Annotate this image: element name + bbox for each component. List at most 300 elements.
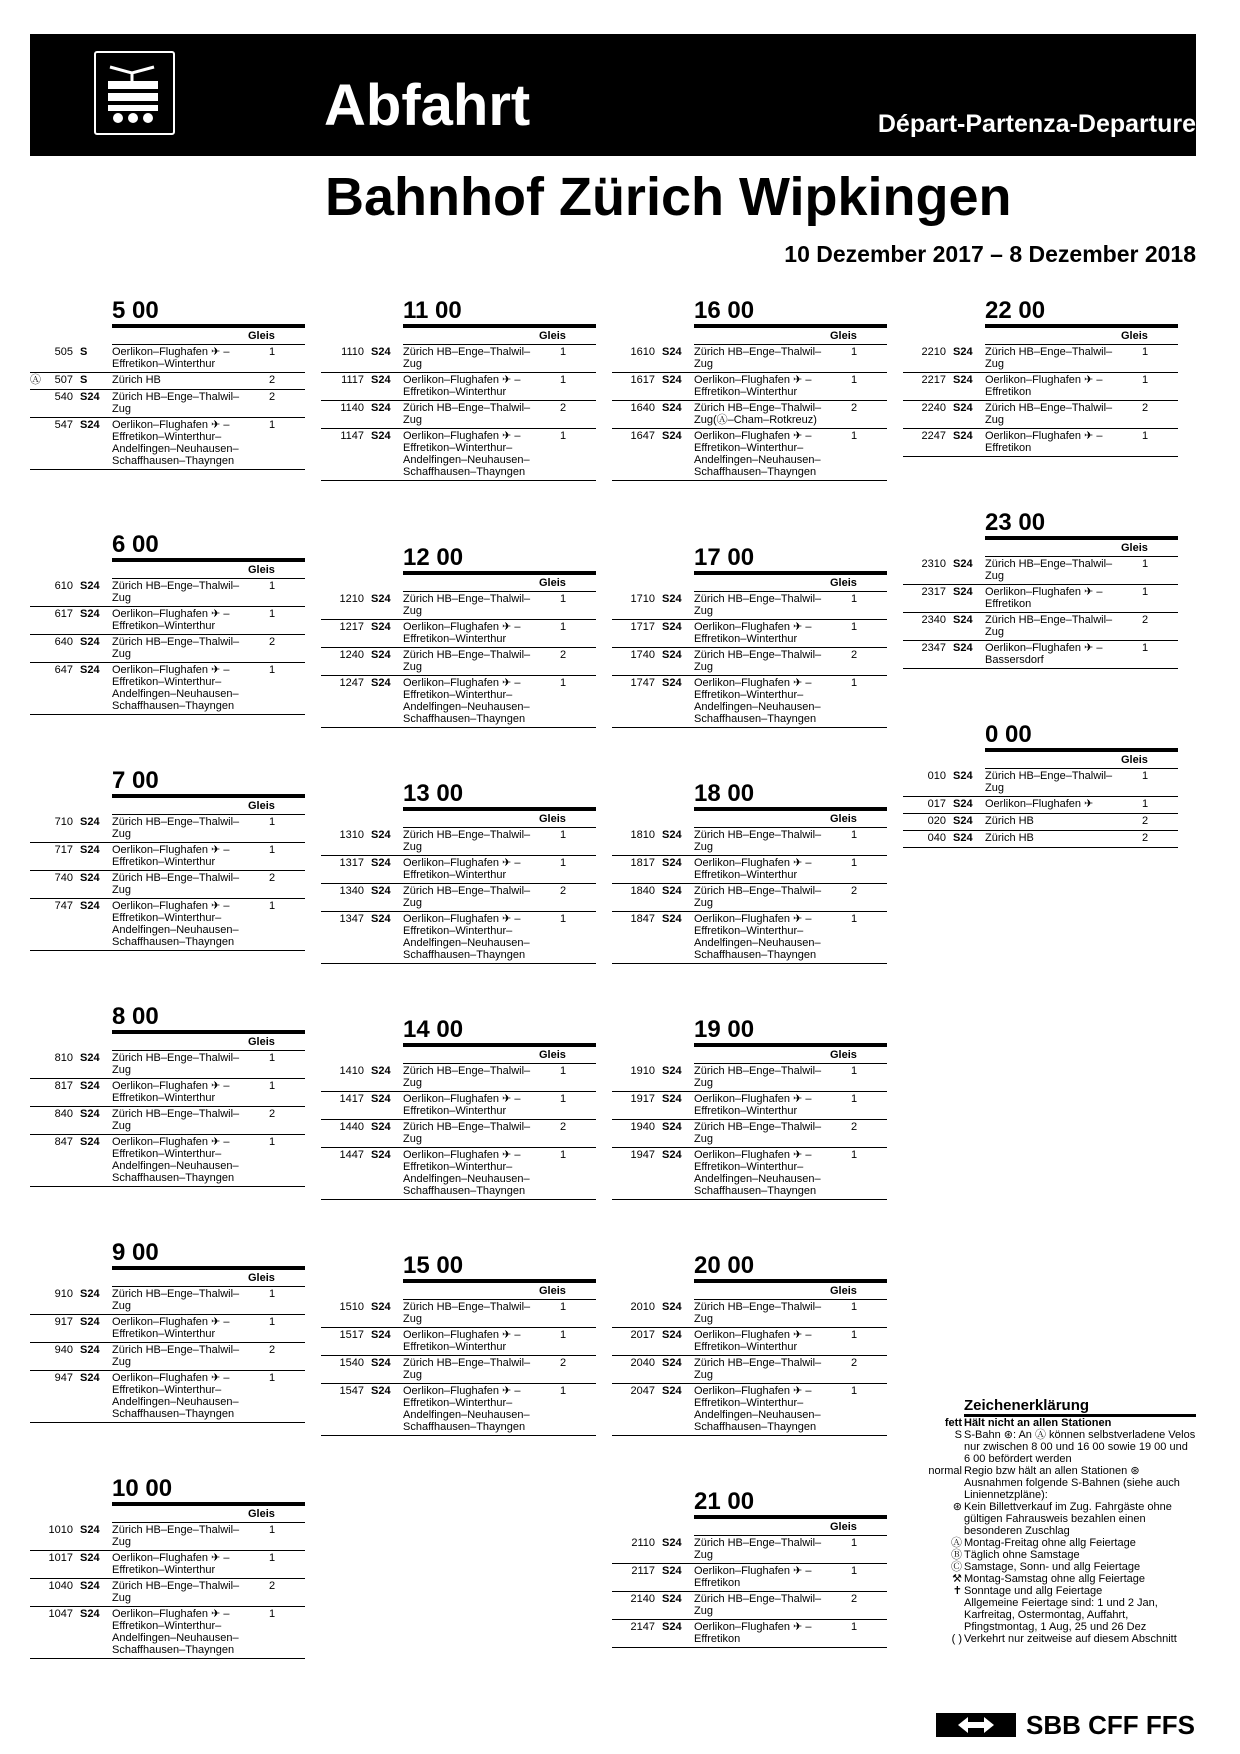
departure-row — [321, 1384, 596, 1436]
destination: Oerlikon–Flughafen ✈ – Effretikon–Winterthur–Andelfingen–Neuhausen–Schaffhausen–Thayngen — [694, 1385, 821, 1433]
track-number: 1 — [560, 1093, 567, 1105]
gleis-header — [30, 328, 305, 344]
departure-time: 1947 — [630, 1149, 655, 1161]
legend-row — [944, 1429, 1196, 1465]
line-number: S24 — [371, 857, 391, 869]
destination: Oerlikon–Flughafen ✈ – Effretikon–Winterthur — [403, 374, 521, 398]
line-number: S24 — [371, 430, 391, 442]
line-number: S24 — [80, 1372, 100, 1384]
destination: Oerlikon–Flughafen ✈ – Bassersdorf — [985, 642, 1103, 666]
track-number: 1 — [851, 1093, 858, 1105]
legend-row — [944, 1537, 1196, 1549]
departure-time: 1910 — [630, 1065, 655, 1077]
departure-time: 1540 — [339, 1357, 364, 1369]
departure-row — [30, 390, 305, 418]
line-number: S24 — [371, 593, 391, 605]
track-number: 1 — [851, 857, 858, 869]
destination: Zürich HB–Enge–Thalwil–Zug — [112, 816, 240, 840]
destination: Oerlikon–Flughafen ✈ — [985, 798, 1094, 810]
destination: Zürich HB–Enge–Thalwil–Zug — [112, 580, 240, 604]
hour-title: 6 00 — [112, 531, 159, 558]
legend-key: normal — [928, 1465, 962, 1477]
destination: Zürich HB–Enge–Thalwil–Zug — [694, 593, 822, 617]
line-number: S24 — [953, 346, 973, 358]
departure-time: 647 — [54, 664, 73, 676]
gleis-header — [30, 1034, 305, 1050]
destination: Zürich HB–Enge–Thalwil–Zug — [403, 593, 531, 617]
departure-time: 1840 — [630, 885, 655, 897]
departure-time: 817 — [54, 1080, 73, 1092]
departure-time: 2340 — [921, 614, 946, 626]
departure-row — [30, 899, 305, 951]
departure-time: 1547 — [339, 1385, 364, 1397]
line-number: S24 — [371, 1149, 391, 1161]
line-number: S — [80, 346, 88, 358]
destination: Oerlikon–Flughafen ✈ – Effretikon–Winterthur — [694, 374, 812, 398]
departure-row — [903, 797, 1178, 814]
gleis-header — [903, 328, 1178, 344]
departure-time: 2210 — [921, 346, 946, 358]
gleis-header — [321, 1283, 596, 1299]
track-number: 1 — [269, 1524, 276, 1536]
legend-text: Samstage, Sonn- und allg Feiertage — [964, 1561, 1141, 1573]
hour-title: 9 00 — [112, 1239, 159, 1266]
track-number: 1 — [1142, 642, 1149, 654]
departure-row — [612, 1536, 887, 1564]
hour-block — [612, 1253, 887, 1436]
gleis-label: Gleis — [830, 813, 857, 825]
hour-block — [30, 298, 305, 470]
line-number: S24 — [80, 391, 100, 403]
track-number: 1 — [1142, 770, 1149, 782]
sbb-logo — [936, 1710, 1196, 1740]
departure-row — [612, 1300, 887, 1328]
destination: Oerlikon–Flughafen ✈ – Effretikon–Winterthur–Andelfingen–Neuhausen–Schaffhausen–Thayngen — [403, 430, 530, 478]
track-number: 1 — [560, 621, 567, 633]
departure-row — [321, 912, 596, 964]
line-number: S24 — [662, 913, 682, 925]
line-number: S24 — [662, 1593, 682, 1605]
hour-title: 11 00 — [403, 297, 462, 324]
departure-row — [30, 345, 305, 373]
destination: Oerlikon–Flughafen ✈ – Effretikon — [985, 430, 1103, 454]
departure-row — [30, 663, 305, 715]
destination: Zürich HB–Enge–Thalwil–Zug — [403, 402, 531, 426]
track-number: 1 — [269, 1080, 276, 1092]
destination: Oerlikon–Flughafen ✈ – Effretikon–Winterthur — [403, 1093, 521, 1117]
departure-row — [612, 592, 887, 620]
hour-title: 5 00 — [112, 297, 159, 324]
hour-title: 16 00 — [694, 297, 755, 324]
legend-row — [944, 1573, 1196, 1585]
departure-time: 910 — [54, 1288, 73, 1300]
line-number: S24 — [662, 885, 682, 897]
departure-time: 1310 — [339, 829, 364, 841]
destination: Oerlikon–Flughafen ✈ – Effretikon–Winterthur–Andelfingen–Neuhausen–Schaffhausen–Thayngen — [112, 1372, 239, 1420]
destination: Zürich HB–Enge–Thalwil–Zug — [694, 1121, 822, 1145]
departure-time: 2140 — [630, 1593, 655, 1605]
track-number: 2 — [1142, 832, 1149, 844]
legend — [928, 1397, 1196, 1645]
destination: Zürich HB–Enge–Thalwil–Zug — [985, 770, 1113, 794]
destination: Zürich HB–Enge–Thalwil–Zug — [112, 636, 240, 660]
line-number: S24 — [953, 614, 973, 626]
destination: Zürich HB–Enge–Thalwil–Zug — [112, 1524, 240, 1548]
departure-row — [30, 1051, 305, 1079]
hour-block — [30, 1476, 305, 1659]
gleis-label: Gleis — [539, 1285, 566, 1297]
line-number: S24 — [371, 1357, 391, 1369]
departure-row — [903, 814, 1178, 831]
departure-row — [30, 1287, 305, 1315]
hour-title: 18 00 — [694, 780, 755, 807]
gleis-label: Gleis — [248, 564, 275, 576]
departure-time: 2240 — [921, 402, 946, 414]
gleis-header — [612, 328, 887, 344]
track-number: 2 — [269, 636, 276, 648]
departure-row — [903, 641, 1178, 669]
departure-row — [321, 856, 596, 884]
departure-row — [30, 843, 305, 871]
line-number: S24 — [953, 815, 973, 827]
departure-row — [30, 815, 305, 843]
line-number: S24 — [371, 374, 391, 386]
hour-block — [612, 298, 887, 481]
departure-row — [612, 912, 887, 964]
line-number: S24 — [662, 402, 682, 414]
destination: Oerlikon–Flughafen ✈ – Effretikon–Winterthur–Andelfingen–Neuhausen–Schaffhausen–Thayngen — [694, 1149, 821, 1197]
track-number: 2 — [560, 402, 567, 414]
departure-time: 1717 — [630, 621, 655, 633]
line-number: S24 — [80, 1288, 100, 1300]
departure-time: 1317 — [339, 857, 364, 869]
legend-text: S-Bahn ⊛: An Ⓐ können selbstverladene Velos nur zwischen 8 00 und 16 00 sowie 19 00 und 6 00 befördert werden — [964, 1429, 1196, 1465]
departure-time: 2110 — [631, 1537, 655, 1549]
departure-row — [903, 345, 1178, 373]
departure-row — [30, 1079, 305, 1107]
destination: Oerlikon–Flughafen ✈ – Effretikon–Winterthur — [112, 608, 230, 632]
departure-row — [321, 592, 596, 620]
destination: Zürich HB–Enge–Thalwil–Zug — [403, 1065, 531, 1089]
line-number: S24 — [371, 1329, 391, 1341]
destination: Zürich HB–Enge–Thalwil–Zug — [694, 1593, 822, 1617]
line-number: S24 — [371, 913, 391, 925]
line-number: S24 — [662, 1329, 682, 1341]
departure-time: 1417 — [339, 1093, 364, 1105]
departure-row — [321, 676, 596, 728]
departure-row — [903, 831, 1178, 848]
track-number: 1 — [560, 430, 567, 442]
departure-time: 017 — [927, 798, 946, 810]
hour-title: 20 00 — [694, 1252, 755, 1279]
departure-row — [30, 373, 305, 390]
departure-row — [612, 1148, 887, 1200]
departure-row — [612, 401, 887, 429]
legend-text: Montag-Samstag ohne allg Feiertage — [964, 1573, 1145, 1585]
legend-row — [944, 1585, 1196, 1597]
destination: Zürich HB — [985, 815, 1034, 827]
destination: Oerlikon–Flughafen ✈ – Effretikon–Winterthur — [403, 621, 521, 645]
line-number: S24 — [953, 430, 973, 442]
track-number: 1 — [560, 1065, 567, 1077]
departure-row — [903, 557, 1178, 585]
track-number: 1 — [851, 1385, 858, 1397]
gleis-header — [903, 752, 1178, 768]
departure-row — [30, 1579, 305, 1607]
destination: Oerlikon–Flughafen ✈ – Effretikon–Winterthur–Andelfingen–Neuhausen–Schaffhausen–Thayngen — [112, 1608, 239, 1656]
legend-text: Regio bzw hält an allen Stationen ⊛ Ausnahmen folgende S-Bahnen (siehe auch Liniennetzpläne): — [964, 1465, 1180, 1501]
line-number: S24 — [662, 621, 682, 633]
legend-text: Allgemeine Feiertage sind: 1 und 2 Jan, Karfreitag, Ostermontag, Auffahrt, Pfingstmontag, 1 Aug, 25 und 26 Dez — [964, 1597, 1158, 1633]
validity-period: 10 Dezember 2017 – 8 Dezember 2018 — [784, 241, 1196, 267]
gleis-header — [612, 1047, 887, 1063]
destination: Zürich HB–Enge–Thalwil–Zug — [694, 885, 822, 909]
destination: Zürich HB–Enge–Thalwil–Zug — [694, 1537, 822, 1561]
departure-time: 1640 — [630, 402, 655, 414]
departure-row — [903, 401, 1178, 429]
departure-time: 507 — [54, 374, 73, 386]
legend-key: ✝ — [952, 1585, 962, 1597]
legend-row — [944, 1633, 1196, 1645]
line-number: S24 — [371, 346, 391, 358]
departure-time: 717 — [54, 844, 73, 856]
line-number: S24 — [953, 832, 973, 844]
hour-block — [612, 1017, 887, 1200]
line-number: S24 — [80, 1080, 100, 1092]
departure-time: 2040 — [630, 1357, 655, 1369]
line-number: S24 — [80, 419, 100, 431]
destination: Oerlikon–Flughafen ✈ – Effretikon–Winterthur — [112, 1316, 230, 1340]
gleis-label: Gleis — [539, 1049, 566, 1061]
departure-row — [321, 345, 596, 373]
destination: Oerlikon–Flughafen ✈ – Effretikon–Winterthur — [694, 1329, 812, 1353]
legend-text: Täglich ohne Samstage — [964, 1549, 1080, 1561]
line-number: S24 — [953, 402, 973, 414]
gleis-label: Gleis — [248, 1272, 275, 1284]
track-number: 1 — [851, 829, 858, 841]
departure-time: 1617 — [630, 374, 655, 386]
departure-time: 1440 — [339, 1121, 364, 1133]
track-number: 1 — [560, 374, 567, 386]
track-number: 1 — [560, 1301, 567, 1313]
line-number: S24 — [371, 1121, 391, 1133]
departure-time: 2047 — [630, 1385, 655, 1397]
destination: Oerlikon–Flughafen ✈ – Effretikon–Winterthur — [694, 1093, 812, 1117]
destination: Oerlikon–Flughafen ✈ – Effretikon–Winterthur–Andelfingen–Neuhausen–Schaffhausen–Thayngen — [403, 677, 530, 725]
line-number: S24 — [662, 346, 682, 358]
departure-time: 1747 — [630, 677, 655, 689]
departure-row — [321, 1064, 596, 1092]
departure-time: 1110 — [341, 346, 364, 358]
destination: Oerlikon–Flughafen ✈ – Effretikon–Winterthur — [112, 346, 230, 370]
departure-row — [321, 1328, 596, 1356]
track-number: 2 — [560, 649, 567, 661]
hour-block — [903, 510, 1178, 669]
line-number: S24 — [371, 649, 391, 661]
line-number: S24 — [662, 1621, 682, 1633]
track-number: 2 — [560, 885, 567, 897]
legend-text: Kein Billettverkauf im Zug. Fahrgäste ohne gültigen Fahrausweis bezahlen einen besonderen Zuschlag — [964, 1501, 1172, 1537]
departure-row — [30, 1523, 305, 1551]
track-number: 2 — [851, 1593, 858, 1605]
departure-row — [30, 1343, 305, 1371]
line-number: S24 — [80, 1552, 100, 1564]
gleis-header — [612, 1283, 887, 1299]
destination: Oerlikon–Flughafen ✈ – Effretikon — [985, 374, 1103, 398]
track-number: 1 — [851, 677, 858, 689]
departure-row — [903, 373, 1178, 401]
departure-time: 1240 — [339, 649, 364, 661]
hour-block — [321, 545, 596, 728]
departure-row — [321, 884, 596, 912]
page-title: Abfahrt — [324, 73, 531, 138]
departure-row — [612, 373, 887, 401]
departure-time: 2347 — [921, 642, 946, 654]
track-number: 1 — [269, 1136, 276, 1148]
line-number: S24 — [662, 677, 682, 689]
hour-title: 15 00 — [403, 1252, 464, 1279]
line-number: S24 — [371, 829, 391, 841]
destination: Zürich HB–Enge–Thalwil–Zug — [985, 402, 1113, 426]
destination: Zürich HB–Enge–Thalwil–Zug — [112, 1052, 240, 1076]
destination: Oerlikon–Flughafen ✈ – Effretikon–Winterthur — [112, 844, 230, 868]
departure-time: 940 — [54, 1344, 73, 1356]
gleis-label: Gleis — [248, 1036, 275, 1048]
track-number: 1 — [851, 430, 858, 442]
track-number: 1 — [269, 608, 276, 620]
departure-time: 610 — [54, 580, 73, 592]
track-number: 1 — [269, 844, 276, 856]
hour-title: 17 00 — [694, 544, 755, 571]
gleis-label: Gleis — [830, 1521, 857, 1533]
track-number: 1 — [1142, 346, 1149, 358]
line-number: S24 — [953, 586, 973, 598]
line-number: S24 — [662, 1149, 682, 1161]
departure-row — [612, 1620, 887, 1648]
line-number: S24 — [662, 1537, 682, 1549]
track-number: 1 — [851, 621, 858, 633]
line-number: S24 — [80, 664, 100, 676]
legend-text: Montag-Freitag ohne allg Feiertage — [964, 1537, 1136, 1549]
line-number: S24 — [662, 857, 682, 869]
hour-block — [321, 781, 596, 964]
destination: Zürich HB–Enge–Thalwil–Zug — [694, 346, 822, 370]
destination: Oerlikon–Flughafen ✈ – Effretikon — [694, 1565, 812, 1589]
line-number: S24 — [80, 844, 100, 856]
gleis-label: Gleis — [248, 330, 275, 342]
departure-time: 1740 — [630, 649, 655, 661]
departure-time: 1247 — [339, 677, 364, 689]
hour-title: 12 00 — [403, 544, 464, 571]
track-number: 1 — [851, 1621, 858, 1633]
line-number: S24 — [662, 1093, 682, 1105]
track-number: 1 — [1142, 374, 1149, 386]
destination: Oerlikon–Flughafen ✈ – Effretikon–Winterthur–Andelfingen–Neuhausen–Schaffhausen–Thayngen — [694, 913, 821, 961]
gleis-label: Gleis — [539, 577, 566, 589]
departure-time: 1917 — [630, 1093, 655, 1105]
destination: Oerlikon–Flughafen ✈ – Effretikon–Winterthur–Andelfingen–Neuhausen–Schaffhausen–Thayngen — [112, 664, 239, 712]
departure-row — [321, 1148, 596, 1200]
track-number: 2 — [269, 391, 276, 403]
destination: Oerlikon–Flughafen ✈ – Effretikon–Winterthur — [694, 857, 812, 881]
track-number: 1 — [851, 1149, 858, 1161]
hour-block — [612, 1489, 887, 1648]
track-number: 2 — [269, 1580, 276, 1592]
track-number: 1 — [269, 346, 276, 358]
hour-title: 10 00 — [112, 1475, 173, 1502]
departure-row — [30, 607, 305, 635]
gleis-header — [612, 1519, 887, 1535]
gleis-header — [321, 1047, 596, 1063]
departure-row — [321, 1120, 596, 1148]
hour-title: 13 00 — [403, 780, 464, 807]
destination: Zürich HB–Enge–Thalwil–Zug — [694, 1357, 822, 1381]
hour-title: 23 00 — [985, 509, 1046, 536]
legend-key: ⊛ — [952, 1501, 962, 1513]
track-number: 2 — [851, 1357, 858, 1369]
track-number: 1 — [1142, 430, 1149, 442]
gleis-label: Gleis — [1121, 542, 1148, 554]
sbb-logo-text: SBB CFF FFS — [1026, 1710, 1195, 1740]
departure-row — [321, 429, 596, 481]
departure-time: 2217 — [921, 374, 946, 386]
departure-row — [30, 1607, 305, 1659]
gleis-header — [612, 575, 887, 591]
departure-time: 1217 — [339, 621, 364, 633]
line-number: S24 — [371, 1093, 391, 1105]
line-number: S24 — [371, 1065, 391, 1077]
legend-key: Ⓑ — [951, 1549, 962, 1561]
departure-time: 1410 — [339, 1065, 364, 1077]
day-restriction-marker: Ⓐ — [30, 374, 41, 386]
destination: Zürich HB–Enge–Thalwil–Zug — [403, 1121, 531, 1145]
departure-time: 847 — [54, 1136, 73, 1148]
track-number: 1 — [269, 1288, 276, 1300]
departure-row — [612, 1384, 887, 1436]
track-number: 2 — [560, 1121, 567, 1133]
destination: Zürich HB–Enge–Thalwil–Zug — [985, 346, 1113, 370]
line-number: S24 — [80, 900, 100, 912]
line-number: S24 — [662, 1301, 682, 1313]
line-number: S24 — [371, 885, 391, 897]
track-number: 1 — [560, 593, 567, 605]
departure-row — [612, 676, 887, 728]
destination: Zürich HB–Enge–Thalwil–Zug — [985, 614, 1113, 638]
departure-row — [612, 1328, 887, 1356]
hour-title: 8 00 — [112, 1003, 159, 1030]
departure-time: 2147 — [630, 1621, 655, 1633]
departure-time: 505 — [54, 346, 73, 358]
departure-row — [321, 1300, 596, 1328]
line-number: S24 — [662, 593, 682, 605]
line-number: S24 — [80, 1052, 100, 1064]
legend-text: Verkehrt nur zeitweise auf diesem Abschnitt — [964, 1633, 1177, 1645]
line-number: S24 — [662, 374, 682, 386]
legend-row — [928, 1465, 1196, 1501]
destination: Zürich HB–Enge–Thalwil–Zug(Ⓐ–Cham–Rotkreuz) — [694, 402, 822, 426]
track-number: 1 — [560, 346, 567, 358]
hour-block — [321, 1017, 596, 1200]
track-number: 1 — [851, 374, 858, 386]
track-number: 2 — [851, 649, 858, 661]
track-number: 2 — [1142, 402, 1149, 414]
line-number: S24 — [662, 430, 682, 442]
line-number: S24 — [80, 636, 100, 648]
destination: Oerlikon–Flughafen ✈ – Effretikon–Winterthur–Andelfingen–Neuhausen–Schaffhausen–Thayngen — [112, 1136, 239, 1184]
track-number: 2 — [851, 1121, 858, 1133]
station-name: Bahnhof Zürich Wipkingen — [325, 167, 1012, 227]
destination: Oerlikon–Flughafen ✈ – Effretikon–Winterthur–Andelfingen–Neuhausen–Schaffhausen–Thayngen — [403, 1385, 530, 1433]
